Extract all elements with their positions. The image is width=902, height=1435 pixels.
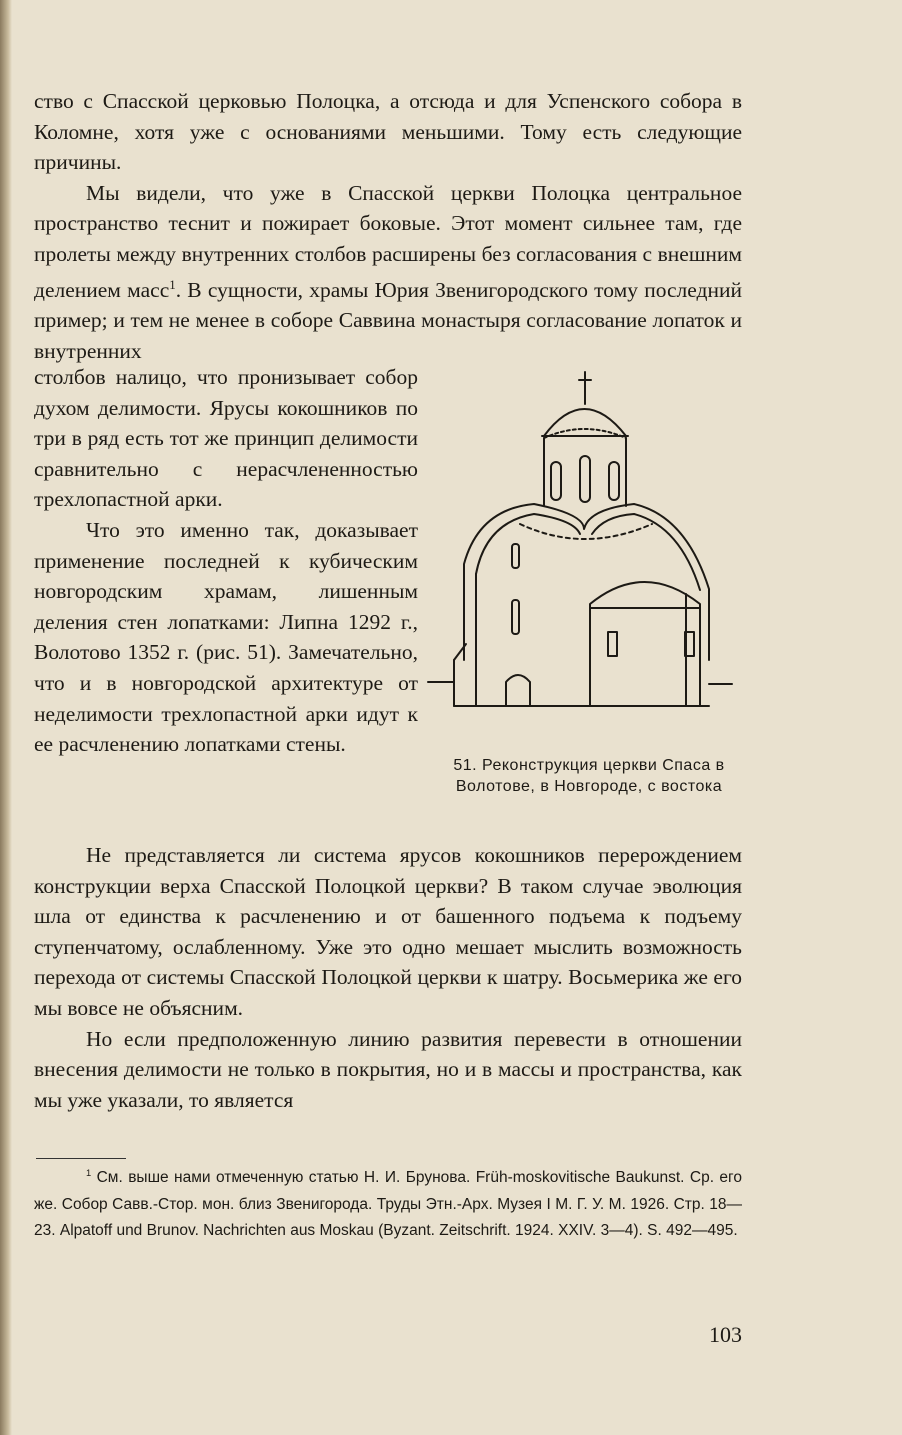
drum-window-center — [580, 456, 590, 502]
apse — [590, 582, 700, 706]
paragraph-1: ство с Спасской церковью Полоцка, а отсюда и для Успенского собора в Коломне, хотя уже с основаниями меньшими. Тому есть следующие причины. — [34, 89, 742, 175]
dome-outline — [544, 409, 626, 436]
top-text-block — [34, 86, 742, 367]
footnote-text: См. выше нами отмеченную статью Н. И. Брунова. Früh-moskovitische Baukunst. Ср. его же. Собор Савв.-Стор. мон. близ Звенигорода. Труды Этн.-Арх. Музея I М. Г. У. М. 1926. Стр. 18—23. Alpatoff und Brunov. Nachrichten aus Moskau (Byzant. Zeitschrift. 1924. XXIV. 3—4). S. 492—495. — [34, 1169, 742, 1240]
paragraph-4: Не представляется ли система ярусов кокошников перерождением конструкции верха Спасской Полоцкой церкви? В таком случае эволюция шла от единства к расчленению и от башенного подъема к подъему ступенчатому, ослабленному. Уже это одно мешает мыслить возможность перехода от системы Спасской Полоцкой церкви к шатру. Восьмерика же его мы вовсе не объясним. — [34, 843, 742, 1020]
roof-inner-right — [592, 514, 700, 590]
apse-window-left — [608, 632, 617, 656]
footnote-marker: 1 — [86, 1168, 92, 1178]
book-spine-shadow — [0, 0, 12, 1435]
figure-caption: 51. Реконструкция церкви Спаса в Волотове, в Новгороде, с востока — [453, 757, 725, 795]
drum-window-right — [609, 462, 619, 500]
wrapped-text-block — [34, 362, 418, 760]
paragraph-3: Что это именно так, доказывает применение последней к кубическим новгородским храмам, лишенным деления стен лопатками: Липна 1292 г., Волотово 1352 г. (рис. 51). Замечательно, что и в новгородской архитектуре от неделимости трехлопастной арки идут к ее расчленению лопатками стены. — [34, 517, 418, 757]
church-illustration — [424, 364, 742, 764]
footnote-rule — [36, 1158, 126, 1159]
church-drawing — [424, 364, 742, 754]
wall-window-upper — [512, 544, 519, 568]
page-number: 103 — [709, 1322, 742, 1347]
paragraph-2-continued: столбов налицо, что пронизывает собор духом делимости. Ярусы кокошников по три в ряд есть тот же принцип делимости сравнительно с нерасчлененностью трехлопастной арки. — [34, 365, 418, 512]
paragraph-2 — [34, 178, 742, 367]
footnote-paragraph — [34, 1160, 742, 1245]
paragraph-5: Но если предположенную линию развития перевести в отношении внесения делимости не только в покрытия, но и в массы и пространства, как мы уже указали, то является — [34, 1026, 742, 1112]
wall-window-middle — [512, 600, 519, 634]
footnote — [34, 1160, 742, 1245]
door — [506, 675, 530, 706]
footnote-ref[interactable]: 1 — [169, 277, 176, 292]
bottom-text-block — [34, 840, 742, 1115]
side-left — [454, 660, 476, 706]
roof-inner-left — [476, 514, 580, 574]
paragraph-2-tail: . В сущности, храмы Юрия Звенигородского тому последний пример; и тем не менее в соборе Саввина монастыря согласование лопаток и внутренних — [34, 277, 742, 363]
paragraph-2-text: Мы видели, что уже в Спасской церкви Полоцка центральное пространство теснит и пожирает боковые. Этот момент сильнее там, где пролеты между внутренних столбов расширены без согласования с внешним делением масс — [34, 180, 742, 302]
roof-ornament — [520, 524, 652, 539]
drum-window-left — [551, 462, 561, 500]
